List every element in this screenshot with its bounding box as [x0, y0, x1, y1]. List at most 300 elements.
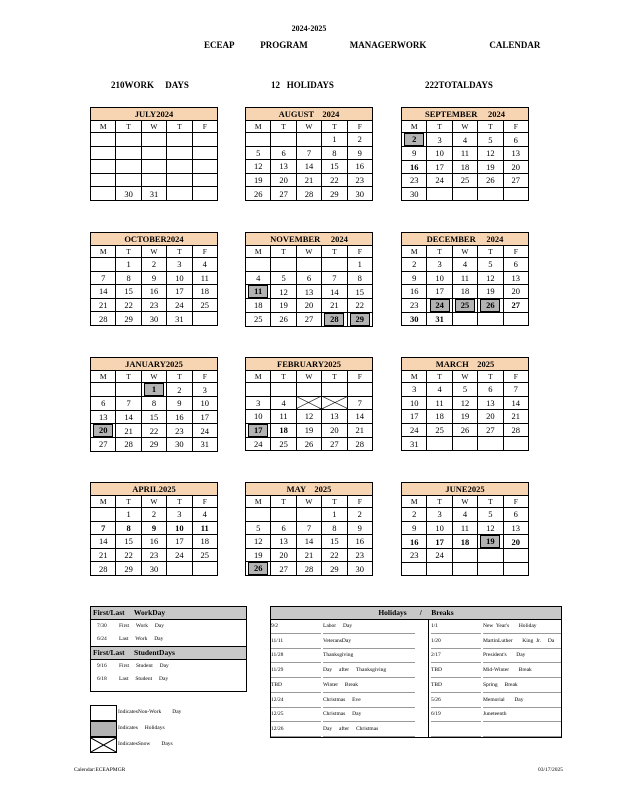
day-cell: 24	[246, 437, 271, 451]
holiday-name: New Year's Holiday	[483, 620, 561, 634]
day-cell	[91, 173, 116, 187]
holidays-header: Holidays / Breaks	[271, 607, 561, 620]
day-cell: 18	[452, 535, 477, 549]
month-calendar	[90, 357, 218, 452]
day-cell: 3	[246, 396, 271, 410]
day-cell	[322, 383, 347, 397]
holiday-day: 17	[248, 424, 268, 437]
day-cell: 12	[271, 285, 296, 299]
weekday-header: F	[503, 496, 528, 508]
holiday-day: 19	[480, 535, 500, 548]
day-cell: 12	[246, 535, 271, 549]
day-cell: 9	[402, 271, 427, 285]
day-cell: 4	[452, 133, 477, 147]
weekday-header: T	[167, 246, 192, 258]
day-cell: 10	[192, 397, 217, 411]
day-cell: 26	[478, 174, 503, 188]
holiday-date: 1/20	[431, 635, 481, 649]
month-title: JANUARY2025	[91, 358, 218, 371]
weekday-header: F	[347, 371, 372, 383]
day-cell: 20	[478, 410, 503, 424]
day-cell: 24	[427, 174, 452, 188]
day-cell: 19	[296, 423, 321, 437]
page-title: ECEAP PROGRAM MANAGERWORK CALENDAR	[204, 40, 541, 50]
weekday-header: W	[452, 371, 477, 383]
weekday-header: T	[116, 371, 141, 383]
total-days-stat: 222TOTALDAYS	[425, 80, 493, 90]
weekday-header: F	[347, 246, 372, 258]
weekday-header: W	[452, 121, 477, 133]
day-cell: 15	[322, 160, 347, 174]
day-cell	[91, 508, 116, 522]
day-cell: 28	[91, 562, 116, 576]
day-cell	[192, 312, 217, 326]
weekday-header: T	[116, 496, 141, 508]
day-cell: 7	[347, 396, 372, 410]
holiday-name	[483, 723, 561, 737]
day-cell: 26	[452, 423, 477, 437]
weekday-header: T	[322, 371, 347, 383]
day-cell: 6	[478, 383, 503, 397]
day-cell: 27	[503, 298, 528, 312]
day-cell: 4	[271, 396, 296, 410]
year-range: 2024-2025	[291, 24, 327, 33]
day-cell: 10	[167, 271, 192, 285]
day-cell: 28	[503, 423, 528, 437]
day-cell: 8	[141, 397, 166, 411]
day-cell: 14	[322, 285, 347, 299]
day-cell: 26	[271, 312, 296, 326]
day-cell: 11	[452, 271, 477, 285]
holiday-name: Labor Day	[323, 620, 415, 634]
day-cell	[452, 562, 477, 576]
holiday-name: Mid-Winter Break	[483, 664, 561, 678]
day-cell: 21	[296, 548, 321, 562]
holiday-date: 11/29	[271, 664, 321, 678]
month-calendar	[245, 107, 373, 201]
day-cell: 25	[452, 174, 477, 188]
day-cell: 24	[192, 424, 217, 438]
holiday-day: 2	[404, 133, 424, 146]
day-cell: 16	[347, 160, 372, 174]
day-cell	[347, 312, 372, 326]
day-cell: 2	[347, 508, 372, 522]
day-cell: 8	[322, 521, 347, 535]
day-cell: 27	[322, 437, 347, 451]
weekday-header: T	[427, 246, 452, 258]
day-cell	[478, 549, 503, 563]
day-cell: 21	[91, 298, 116, 312]
footer-left: Calendar:ECEAPMGR	[74, 767, 126, 773]
day-cell: 31	[427, 312, 452, 326]
day-cell	[452, 298, 477, 312]
day-cell: 20	[503, 535, 528, 549]
weekday-header: W	[141, 371, 166, 383]
day-cell: 22	[141, 424, 166, 438]
day-cell: 14	[347, 410, 372, 424]
day-cell: 20	[296, 299, 321, 313]
day-cell: 19	[478, 285, 503, 299]
day-cell	[167, 173, 192, 187]
weekday-header: T	[116, 121, 141, 133]
day-cell	[402, 562, 427, 576]
day-cell	[167, 146, 192, 160]
day-cell	[91, 146, 116, 160]
holiday-date: TBD	[431, 664, 481, 678]
holiday-name: Day after Thanksgiving	[323, 664, 415, 678]
day-cell: 23	[347, 173, 372, 187]
snow-x-icon	[91, 738, 116, 752]
day-cell: 25	[271, 437, 296, 451]
holiday-day: 29	[350, 313, 370, 326]
holiday-date: 11/11	[271, 635, 321, 649]
day-cell	[478, 562, 503, 576]
label: Last Student Day	[119, 676, 169, 682]
day-cell: 20	[322, 423, 347, 437]
day-cell: 6	[271, 146, 296, 160]
day-cell: 23	[402, 549, 427, 563]
day-cell	[296, 133, 321, 147]
month-title: NOVEMBER 2024	[246, 233, 373, 246]
weekday-header: M	[246, 121, 271, 133]
day-cell	[503, 187, 528, 201]
snow-day-cell	[322, 396, 347, 410]
month-calendar	[401, 107, 529, 201]
day-cell: 23	[167, 424, 192, 438]
day-cell: 3	[192, 383, 217, 397]
weekday-header: W	[141, 496, 166, 508]
date: 6/18	[97, 676, 107, 682]
day-cell: 18	[192, 535, 217, 549]
day-cell: 22	[347, 299, 372, 313]
holiday-date: 2/17	[431, 649, 481, 663]
day-cell: 10	[402, 396, 427, 410]
day-cell	[478, 437, 503, 451]
weekday-header: F	[192, 246, 217, 258]
day-cell	[478, 312, 503, 326]
day-cell: 20	[503, 285, 528, 299]
holiday-date: 12/25	[271, 708, 321, 722]
day-cell: 20	[271, 548, 296, 562]
day-cell: 18	[192, 285, 217, 299]
day-cell	[478, 535, 503, 549]
day-cell	[427, 187, 452, 201]
day-cell: 19	[246, 173, 271, 187]
day-cell	[116, 173, 141, 187]
day-cell	[246, 562, 271, 576]
day-cell: 15	[347, 285, 372, 299]
day-cell	[322, 258, 347, 272]
day-cell: 5	[478, 258, 503, 272]
day-cell	[452, 437, 477, 451]
day-cell	[91, 133, 116, 147]
day-cell: 11	[271, 410, 296, 424]
month-title: AUGUST 2024	[246, 108, 373, 121]
holiday-day: 26	[480, 299, 500, 312]
day-cell: 15	[116, 535, 141, 549]
day-cell: 6	[91, 397, 116, 411]
day-cell: 18	[452, 285, 477, 299]
day-cell	[271, 383, 296, 397]
day-cell	[347, 383, 372, 397]
day-cell: 2	[141, 508, 166, 522]
day-cell: 23	[402, 174, 427, 188]
non-work-day-legend: IndicatesNon-Work Day	[118, 709, 182, 715]
weekday-header: T	[271, 371, 296, 383]
day-cell: 27	[271, 562, 296, 576]
day-cell: 30	[116, 187, 141, 201]
weekday-header: W	[296, 371, 321, 383]
day-cell: 16	[402, 160, 427, 174]
weekday-header: T	[478, 121, 503, 133]
weekday-header: F	[192, 496, 217, 508]
day-cell: 8	[116, 271, 141, 285]
day-cell: 31	[402, 437, 427, 451]
day-cell: 16	[402, 285, 427, 299]
day-cell: 19	[271, 299, 296, 313]
day-cell: 26	[246, 187, 271, 201]
day-cell: 19	[478, 160, 503, 174]
day-cell: 29	[322, 562, 347, 576]
first-last-student-header: First/Last StudentDays	[91, 646, 246, 660]
day-cell: 24	[167, 298, 192, 312]
day-cell: 11	[192, 521, 217, 535]
weekday-header: T	[271, 121, 296, 133]
day-cell: 17	[427, 160, 452, 174]
weekday-header: T	[427, 496, 452, 508]
holiday-date: 12/24	[271, 694, 321, 708]
day-cell: 8	[322, 146, 347, 160]
day-cell: 11	[452, 521, 477, 535]
day-cell: 31	[141, 187, 166, 201]
weekday-header: T	[167, 496, 192, 508]
day-cell: 5	[452, 383, 477, 397]
weekday-header: F	[192, 371, 217, 383]
holiday-date: 9/2	[271, 620, 321, 634]
weekday-header: M	[91, 121, 116, 133]
holiday-name: VeteransDay	[323, 635, 415, 649]
day-cell: 18	[427, 410, 452, 424]
day-cell: 12	[452, 396, 477, 410]
day-cell: 28	[91, 312, 116, 326]
weekday-header: M	[91, 246, 116, 258]
day-cell	[192, 133, 217, 147]
day-cell: 17	[167, 535, 192, 549]
day-cell	[478, 298, 503, 312]
day-cell: 21	[296, 173, 321, 187]
day-cell: 7	[322, 271, 347, 285]
day-cell	[322, 312, 347, 326]
holiday-name: Christmas Day	[323, 708, 415, 722]
holiday-name: Winter Break	[323, 679, 415, 693]
day-cell: 7	[91, 521, 116, 535]
day-cell: 9	[141, 271, 166, 285]
day-cell: 9	[402, 521, 427, 535]
holiday-date: 11/28	[271, 649, 321, 663]
weekday-header: M	[402, 121, 427, 133]
month-title: SEPTEMBER 2024	[402, 108, 529, 121]
day-cell: 29	[322, 187, 347, 201]
holiday-date	[431, 723, 481, 737]
day-cell: 2	[347, 133, 372, 147]
day-cell: 6	[503, 258, 528, 272]
day-cell	[402, 133, 427, 147]
day-cell: 2	[167, 383, 192, 397]
month-title: OCTOBER2024	[91, 233, 218, 246]
day-cell: 1	[116, 508, 141, 522]
month-calendar	[90, 232, 218, 326]
day-cell	[167, 133, 192, 147]
day-cell: 10	[246, 410, 271, 424]
day-cell: 1	[116, 258, 141, 272]
day-cell: 13	[503, 521, 528, 535]
day-cell: 23	[141, 298, 166, 312]
weekday-header: M	[246, 496, 271, 508]
day-cell	[427, 298, 452, 312]
holiday-date: 5/26	[431, 694, 481, 708]
day-cell: 30	[402, 187, 427, 201]
day-cell: 11	[192, 271, 217, 285]
weekday-header: M	[402, 496, 427, 508]
holidays-stat: 12 HOLIDAYS	[271, 80, 334, 90]
day-cell	[246, 258, 271, 272]
day-cell	[116, 146, 141, 160]
day-cell	[246, 423, 271, 437]
day-cell: 24	[167, 548, 192, 562]
day-cell	[167, 187, 192, 201]
day-cell	[192, 187, 217, 201]
holiday-date: 12/26	[271, 723, 321, 737]
day-cell: 18	[271, 423, 296, 437]
weekday-header: T	[322, 121, 347, 133]
day-cell: 1	[322, 508, 347, 522]
holiday-swatch	[90, 721, 117, 737]
day-cell: 28	[116, 438, 141, 452]
day-cell	[141, 383, 166, 397]
day-cell: 5	[246, 521, 271, 535]
day-cell: 17	[427, 535, 452, 549]
month-calendar	[401, 357, 529, 451]
day-cell: 7	[296, 521, 321, 535]
day-cell	[91, 258, 116, 272]
non-work-day-swatch	[90, 705, 117, 721]
day-cell	[478, 187, 503, 201]
day-cell: 27	[271, 187, 296, 201]
weekday-header: T	[478, 496, 503, 508]
day-cell: 4	[192, 258, 217, 272]
day-cell	[503, 312, 528, 326]
weekday-header: T	[167, 371, 192, 383]
weekday-header: M	[246, 246, 271, 258]
day-cell: 9	[167, 397, 192, 411]
day-cell: 12	[478, 271, 503, 285]
day-cell: 9	[347, 146, 372, 160]
holiday-day: 26	[248, 562, 268, 575]
weekday-header: W	[141, 246, 166, 258]
day-cell: 5	[478, 508, 503, 522]
day-cell: 6	[503, 508, 528, 522]
day-cell: 13	[322, 410, 347, 424]
weekday-header: W	[452, 496, 477, 508]
day-cell: 6	[503, 133, 528, 147]
day-cell	[452, 549, 477, 563]
day-cell: 29	[141, 438, 166, 452]
month-title: MARCH 2025	[402, 358, 529, 371]
day-cell: 1	[322, 133, 347, 147]
day-cell: 16	[167, 410, 192, 424]
weekday-header: F	[192, 121, 217, 133]
day-cell	[296, 258, 321, 272]
weekday-header: T	[427, 121, 452, 133]
day-cell	[116, 133, 141, 147]
date: 9/16	[97, 663, 107, 669]
weekday-header: F	[503, 121, 528, 133]
weekday-header: T	[271, 496, 296, 508]
weekday-header: M	[402, 371, 427, 383]
day-cell: 7	[116, 397, 141, 411]
day-cell: 15	[116, 285, 141, 299]
day-cell: 3	[427, 508, 452, 522]
first-last-workday-header: First/Last WorkDay	[91, 607, 246, 620]
day-cell: 14	[296, 160, 321, 174]
month-title: MAY 2025	[246, 483, 373, 496]
day-cell: 13	[503, 147, 528, 161]
month-calendar	[401, 232, 529, 326]
weekday-header: F	[347, 121, 372, 133]
holiday-day: 20	[93, 424, 113, 437]
day-cell: 4	[452, 258, 477, 272]
day-cell	[427, 562, 452, 576]
day-cell: 19	[452, 410, 477, 424]
month-calendar	[90, 107, 218, 201]
day-cell: 20	[271, 173, 296, 187]
day-cell	[167, 562, 192, 576]
first-work-day-row	[91, 620, 246, 633]
day-cell: 29	[116, 562, 141, 576]
day-cell	[91, 383, 116, 397]
day-cell	[141, 160, 166, 174]
day-cell: 30	[141, 312, 166, 326]
day-cell: 30	[141, 562, 166, 576]
weekday-header: T	[271, 246, 296, 258]
day-cell: 5	[478, 133, 503, 147]
day-cell: 30	[347, 562, 372, 576]
day-cell: 12	[246, 160, 271, 174]
day-cell: 2	[402, 508, 427, 522]
day-cell: 30	[167, 438, 192, 452]
day-cell: 14	[116, 410, 141, 424]
day-cell: 4	[246, 271, 271, 285]
day-cell: 21	[503, 410, 528, 424]
day-cell: 1	[347, 258, 372, 272]
holiday-name: MartinLuther King Jr. Da	[483, 635, 561, 649]
snow-day-cell	[296, 396, 321, 410]
month-calendar	[245, 357, 373, 451]
day-cell: 28	[296, 187, 321, 201]
day-cell: 22	[322, 173, 347, 187]
weekday-header: M	[91, 371, 116, 383]
day-cell: 14	[296, 535, 321, 549]
day-cell: 17	[167, 285, 192, 299]
day-cell: 31	[192, 438, 217, 452]
day-cell: 25	[246, 312, 271, 326]
day-cell: 8	[116, 521, 141, 535]
day-cell: 24	[402, 423, 427, 437]
day-cell: 27	[478, 423, 503, 437]
day-cell: 13	[271, 160, 296, 174]
day-cell: 21	[91, 548, 116, 562]
label: First Student Day	[119, 663, 169, 669]
